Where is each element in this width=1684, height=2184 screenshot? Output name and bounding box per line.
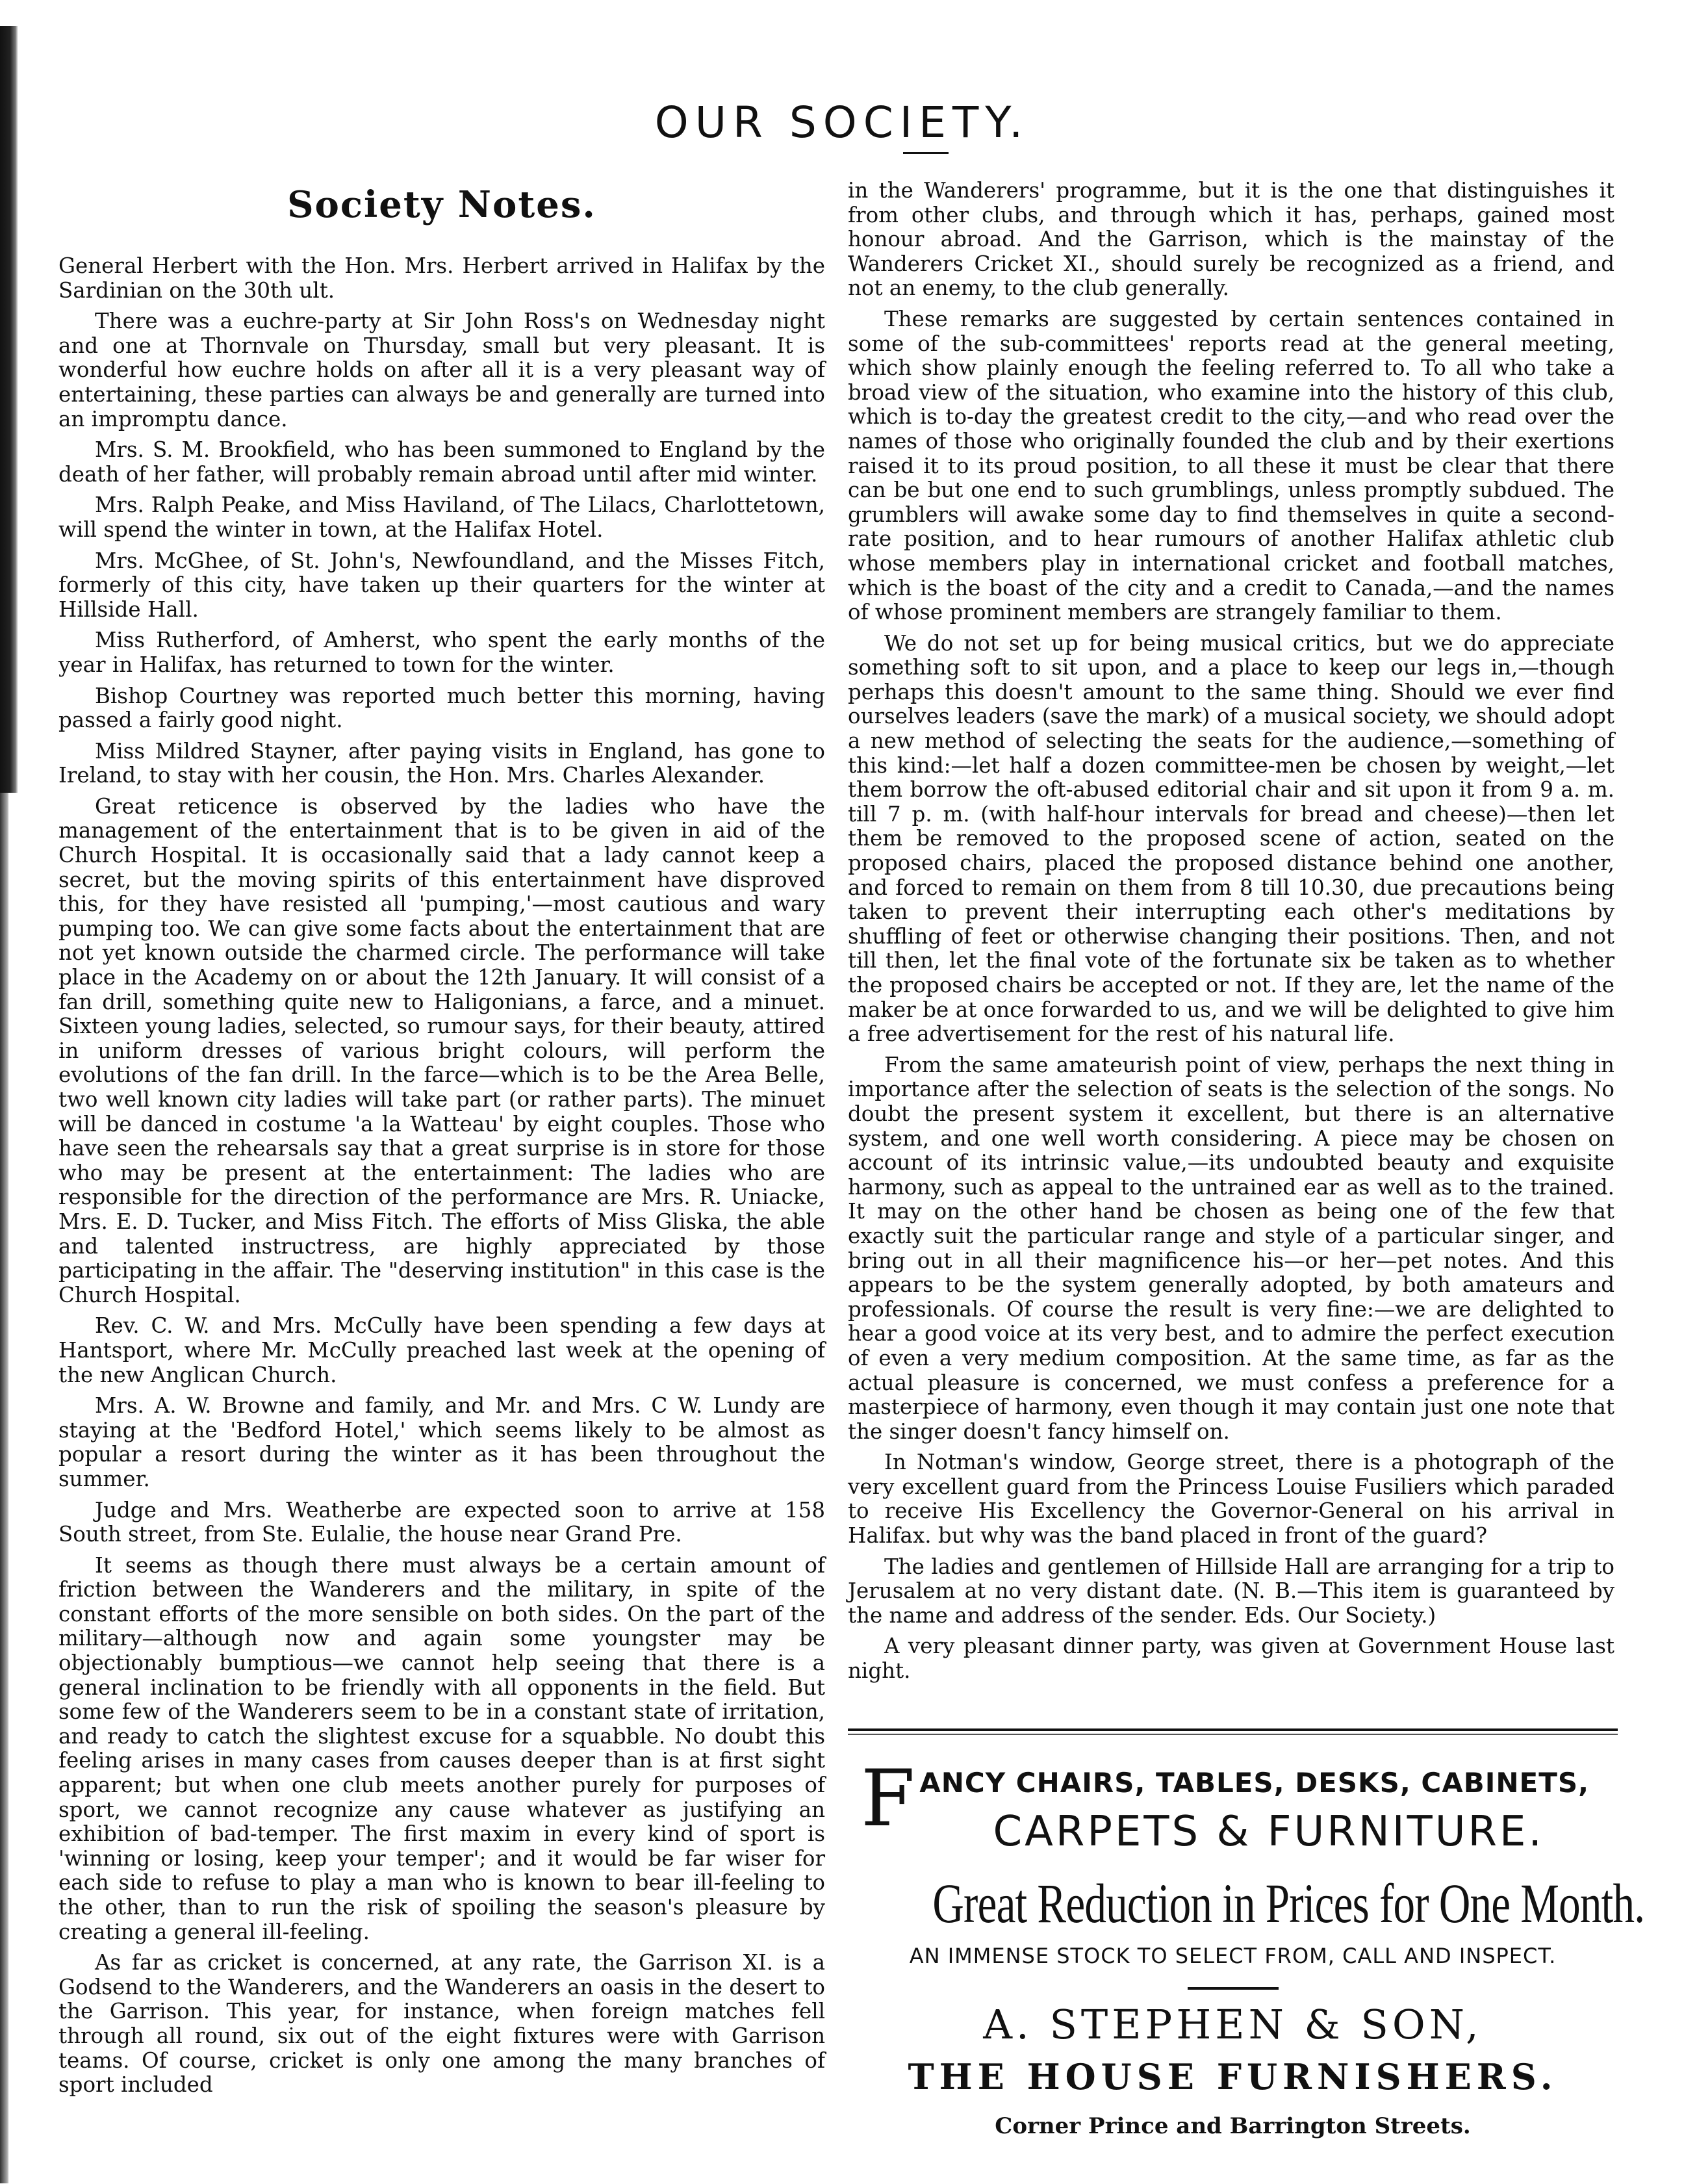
news-paragraph: Mrs. A. W. Browne and family, and Mr. and Mrs. C W. Lundy are staying at the 'Bedford Hotel,' which seems likely to be almost as popular a resort during the winter as it has been throughout the summer. [58,1393,825,1491]
ad-tagline: AN IMMENSE STOCK TO SELECT FROM, CALL AND INSPECT. [909,1944,1557,1968]
left-column [58,179,825,2141]
ad-subheadline: CARPETS & FURNITURE. [993,1808,1544,1856]
ad-merchant-name: A. STEPHEN & SON, [983,2001,1483,2048]
news-paragraph: These remarks are suggested by certain sentences contained in some of the sub-committees' reports read at the general meeting, which show plainly enough the feeling referred to. To all who take a broad view of the situation, who examine into the history of this club, which is to-day the greatest credit to the city,—and who read over the names of those who originally founded the club and by their exertions raised it to its proud position, to all these it must be clear that there can be but one end to such grumblings, unless promptly subdued. The grumblers will awake some day to find themselves in quite a second-rate position, and to hear rumours of another Halifax athletic club whose members play in international cricket and football matches, which is the boast of the city and a credit to Canada,—and the names of whose prominent members are strangely familiar to them. [848,306,1614,625]
news-paragraph: In Notman's window, George street, there is a photograph of the very excellent guard from the Princess Louise Fusiliers which paraded to receive His Excellency the Governor-General on his arrival in Halifax. but why was the band placed in front of the guard? [848,1450,1614,1548]
ad-rule-top [848,1728,1618,1731]
right-column [848,179,1614,1722]
news-paragraph: As far as cricket is concerned, at any rate, the Garrison XI. is a Godsend to the Wanderers, and the Wanderers an oasis in the desert to the Garrison. This year, for instance, when foreign matches fell through all round, six out of the eight fixtures were with Garrison teams. Of course, cricket is only one among the many branches of sport included [58,1950,825,2098]
section-title: Society Notes. [287,183,596,226]
ad-drop-cap: F [861,1754,916,1844]
news-paragraph: It seems as though there must always be a certain amount of friction between the Wanderers and the military, in spite of the constant efforts of the more sensible on both sides. On the part of the military—although now and again some youngster may be objectionably bumptious—we cannot help seeing that there is a general inclination to be friendly with all opponents in the field. But some few of the Wanderers seem to be in a constant state of irritation, and ready to catch the slightest excuse for a squabble. No doubt this feeling arises in many cases from causes deeper than is at first sight apparent; but when one club meets another purely for purposes of sport, we cannot recognize any cause whatever as justifying an exhibition of bad-temper. The first maxim in every kind of sport is 'winning or losing, keep your temper'; and it would be far wiser for each side to refuse to play a man who is known to bear ill-feeling to the other, than to run the risk of spoiling the season's pleasure by creating a general ill-feeling. [58,1552,825,1944]
ad-divider [1188,1987,1279,1990]
news-paragraph: in the Wanderers' programme, but it is the one that distinguishes it from other clubs, and through which it has, perhaps, gained most honour abroad. And the Garrison, which is the mainstay of the Wanderers Cricket XI., should surely be recognized as a friend, and not an enemy, to the club generally. [848,178,1614,301]
ad-offer: Great Reduction in Prices for One Month. [932,1872,1645,1934]
ad-headline-text: ANCY CHAIRS, TABLES, DESKS, CABINETS, [919,1767,1590,1799]
news-paragraph: Miss Rutherford, of Amherst, who spent the early months of the year in Halifax, has returned to town for the winter. [58,628,825,677]
news-paragraph: General Herbert with the Hon. Mrs. Herbert arrived in Halifax by the Sardinian on the 30th ult. [58,253,825,303]
ad-rule-bottom [848,1734,1618,1735]
news-paragraph: Bishop Courtney was reported much better this morning, having passed a fairly good night. [58,683,825,733]
page-masthead: OUR SOCIETY. [654,97,1030,148]
ad-address: Corner Prince and Barrington Streets. [995,2113,1471,2139]
news-paragraph: Mrs. Ralph Peake, and Miss Haviland, of The Lilacs, Charlottetown, will spend the winter in town, at the Halifax Hotel. [58,493,825,542]
masthead-rule [903,152,949,154]
news-paragraph: Great reticence is observed by the ladies who have the management of the entertainment that is to be given in aid of the Church Hospital. It is occasionally said that a lady cannot keep a secret, but the moving spirits of this entertainment have disproved this, for they have resisted all 'pumping,'—most cautious and wary pumping too. We can give some facts about the entertainment that are not yet known outside the charmed circle. The performance will take place in the Academy on or about the 12th January. It will consist of a fan drill, something quite new to Haligonians, a farce, and a minuet. Sixteen young ladies, selected, so rumour says, for their beauty, attired in uniform dresses of various bright colours, will perform the evolutions of the fan drill. In the farce—which is to be the Area Belle, two well known city ladies will take part (or rather parts). The minuet will be danced in costume 'a la Watteau' by eight couples. Those who have seen the rehearsals say that a great surprise is in store for those who may be present at the entertainment: The ladies who are responsible for the direction of the performance are Mrs. R. Uniacke, Mrs. E. D. Tucker, and Miss Fitch. The efforts of Miss Gliska, the able and talented instructress, are highly appreciated by those participating in the affair. The "deserving institution" in this case is the Church Hospital. [58,793,825,1307]
news-paragraph: Mrs. McGhee, of St. John's, Newfoundland, and the Misses Fitch, formerly of this city, have taken up their quarters for the winter at Hillside Hall. [58,548,825,622]
news-paragraph: Miss Mildred Stayner, after paying visits in England, has gone to Ireland, to stay with her cousin, the Hon. Mrs. Charles Alexander. [58,738,825,788]
advertisement [848,1728,1645,2183]
scan-edge-shadow-lower [0,793,9,2183]
news-paragraph: Mrs. S. M. Brookfield, who has been summoned to England by the death of her father, will probably remain abroad until after mid winter. [58,437,825,487]
news-paragraph: The ladies and gentlemen of Hillside Hall are arranging for a trip to Jerusalem at no very distant date. (N. B.—This item is guaranteed by the name and address of the sender. Eds. Our Society.) [848,1554,1614,1628]
news-paragraph: A very pleasant dinner party, was given at Government House last night. [848,1634,1614,1684]
news-paragraph: We do not set up for being musical critics, but we do appreciate something soft to sit upon, and a place to keep our legs in,—though perhaps this doesn't amount to the same thing. Should we ever find ourselves leaders (save the mark) of a musical society, we should adopt a new method of selecting the seats for the audience,—something of this kind:—let half a dozen committee-men be chosen by weight,—let them borrow the oft-abused editorial chair and sit upon it from 9 a. m. till 7 p. m. (with half-hour intervals for bread and cheese)—then let them be removed to the proposed scene of action, seated on the proposed chairs, placed the proposed distance behind one another, and forced to remain on them from 8 till 10.30, due precautions being taken to prevent their interrupting each other's meditations by shuffling of feet or otherwise changing their positions. Then, and not till then, let the final vote of the fortunate six be taken as to whether the proposed chairs be accepted or not. If they are, let the name of the maker be at once forwarded to us, and we will be delighted to give him a free advertisement for the rest of his natural life. [848,630,1614,1047]
news-paragraph: There was a euchre-party at Sir John Ross's on Wednesday night and one at Thornvale on Thursday, small but very pleasant. It is wonderful how euchre holds on after all it is a very pleasant way of entertaining, these parties can always be and generally are turned into an impromptu dance. [58,309,825,431]
news-paragraph: Judge and Mrs. Weatherbe are expected soon to arrive at 158 South street, from Ste. Eulalie, the house near Grand Pre. [58,1497,825,1547]
news-paragraph: Rev. C. W. and Mrs. McCully have been spending a few days at Hantsport, where Mr. McCully preached last week at the opening of the new Anglican Church. [58,1313,825,1387]
ad-merchant-trade: THE HOUSE FURNISHERS. [908,2056,1558,2098]
news-paragraph: From the same amateurish point of view, perhaps the next thing in importance after the selection of seats is the selection of the songs. No doubt the present system it excellent, but there is an alternative system, and one well worth considering. A piece may be chosen on account of its intrinsic value,—its undoubted beauty and exquisite harmony, such as appeal to the untrained ear as well as to the trained. It may on the other hand be chosen as being one of the few that exactly suit the particular range and style of a particular singer, and bring out in all their magnificence his—or her—pet notes. And this appears to be the system generally adopted, by both amateurs and professionals. Of course the result is very fine:—we are delighted to hear a good voice at its very best, and to admire the perfect execution of even a very medium composition. At the same time, as far as the actual pleasure is concerned, we must confess a preference for a masterpiece of harmony, even though it may contain just one note that the singer doesn't fancy himself on. [848,1052,1614,1444]
